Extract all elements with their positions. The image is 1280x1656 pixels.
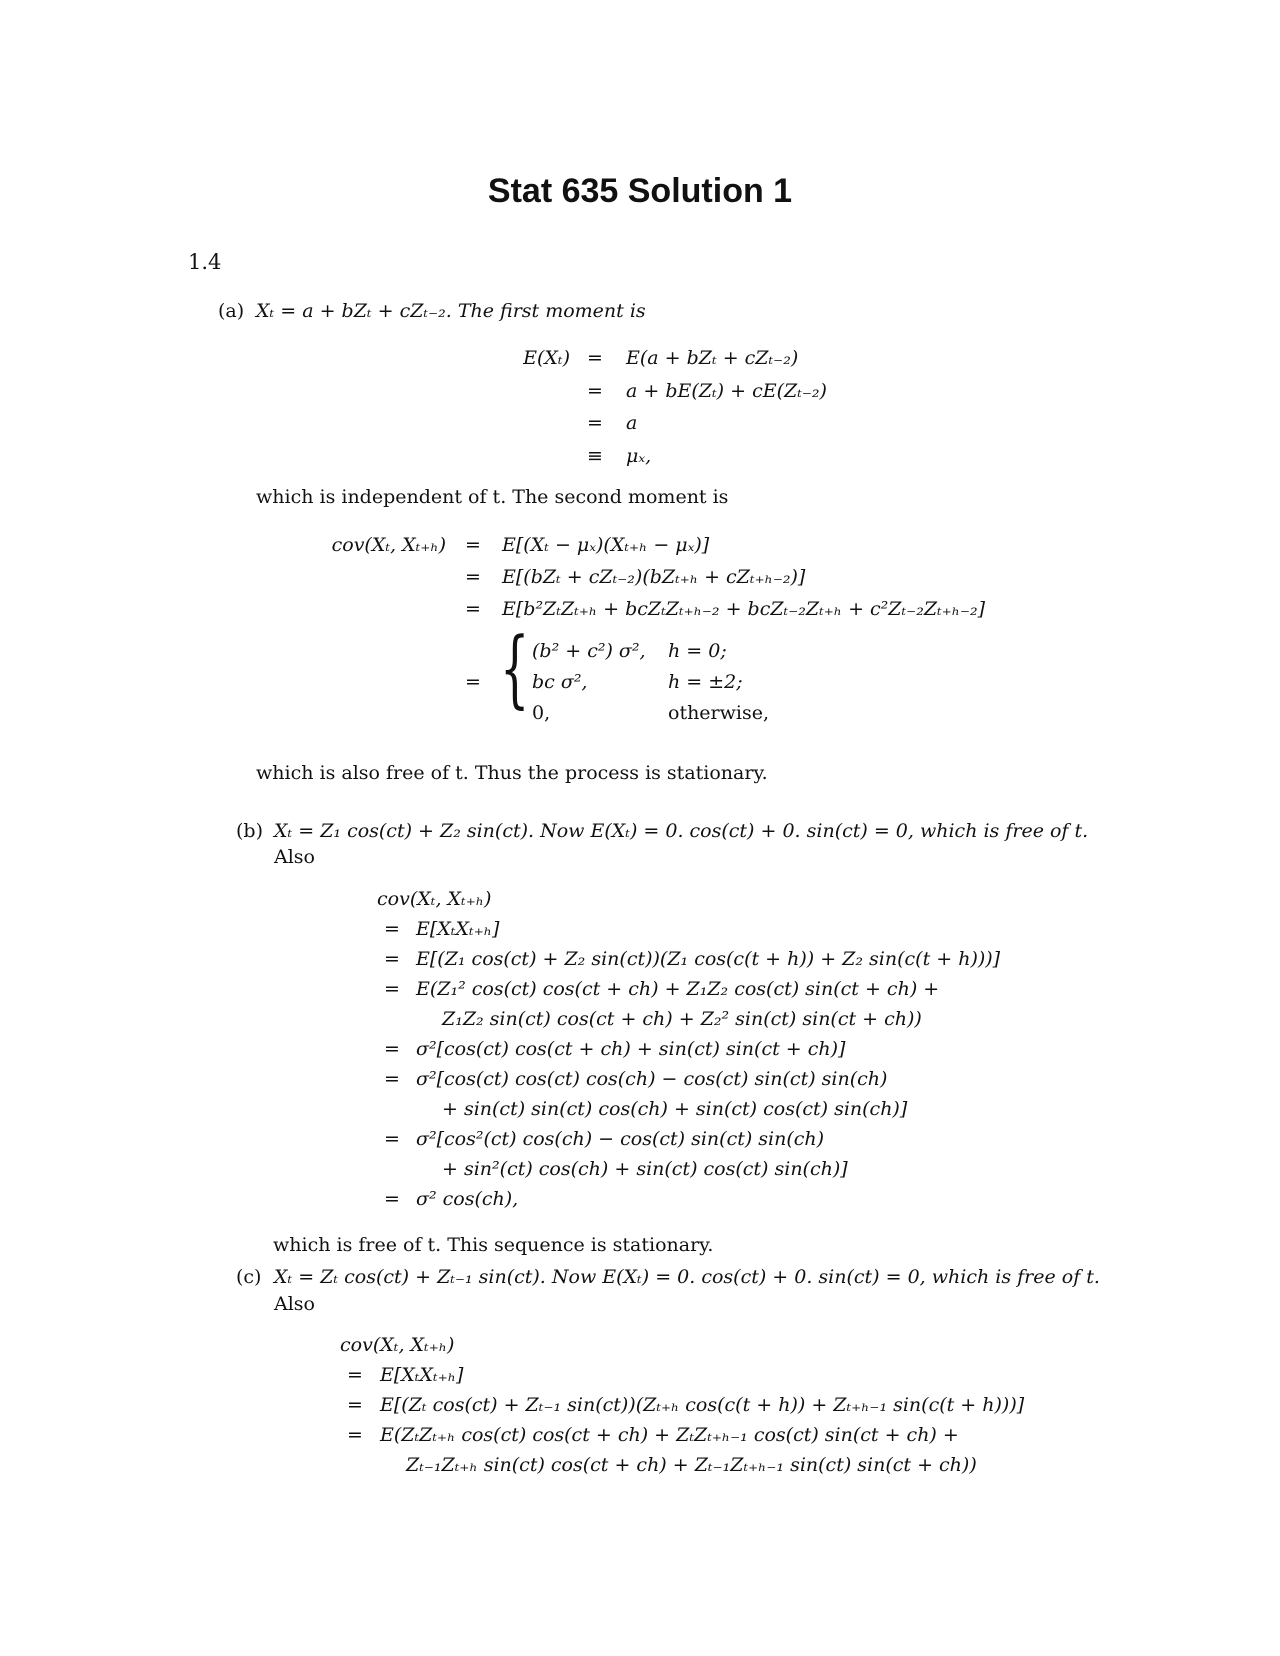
part-a-label: (a) <box>218 300 245 322</box>
case-1-cond: h = 0; <box>668 640 727 662</box>
cov-line-1: E[(Xₜ − μₓ)(Xₜ₊ₕ − μₓ)] <box>502 534 710 556</box>
part-b-line-4: Z₁Z₂ sin(ct) cos(ct + ch) + Z₂² sin(ct) sin(ct + ch)) <box>442 1008 922 1030</box>
part-b-also: Also <box>274 846 315 868</box>
mean-op-4: ≡ <box>587 445 603 467</box>
part-b-line-1: E[XₜXₜ₊ₕ] <box>416 918 500 940</box>
part-c-also: Also <box>274 1293 315 1315</box>
mean-line-1: E(a + bZₜ + cZₜ₋₂) <box>626 347 799 369</box>
mean-op-2: = <box>587 380 603 402</box>
part-a-intro: Xₜ = a + bZₜ + cZₜ₋₂. The first moment is <box>256 300 646 322</box>
part-c-op-3: = <box>347 1424 363 1446</box>
part-b-line-9: + sin²(ct) cos(ch) + sin(ct) cos(ct) sin(ch)] <box>442 1158 848 1180</box>
part-b-line-10: σ² cos(ch), <box>416 1188 519 1210</box>
part-b-op-5: = <box>384 1038 400 1060</box>
part-b-line-2: E[(Z₁ cos(ct) + Z₂ sin(ct))(Z₁ cos(c(t + h)) + Z₂ sin(c(t + h)))] <box>416 948 1001 970</box>
cov-op-4: = <box>465 671 481 693</box>
cases-brace: { <box>500 619 530 717</box>
part-b-op-2: = <box>384 948 400 970</box>
part-c-op-1: = <box>347 1364 363 1386</box>
part-b-label: (b) <box>236 820 263 842</box>
cov-lhs: cov(Xₜ, Xₜ₊ₕ) <box>331 534 446 556</box>
cov-line-3: E[b²ZₜZₜ₊ₕ + bcZₜZₜ₊ₕ₋₂ + bcZₜ₋₂Zₜ₊ₕ + c²Zₜ₋₂Zₜ₊ₕ₋₂] <box>502 598 986 620</box>
part-b-line-3: E(Z₁² cos(ct) cos(ct + ch) + Z₁Z₂ cos(ct) sin(ct + ch) + <box>416 978 940 1000</box>
part-c-label: (c) <box>236 1266 262 1288</box>
cov-op-2: = <box>465 566 481 588</box>
mean-line-4: μₓ, <box>626 445 652 467</box>
part-b-intro: Xₜ = Z₁ cos(ct) + Z₂ sin(ct). Now E(Xₜ) = 0. cos(ct) + 0. sin(ct) = 0, which is free of t. <box>274 820 1089 842</box>
section-number: 1.4 <box>188 250 222 274</box>
part-b-op-3: = <box>384 978 400 1000</box>
cov-op-1: = <box>465 534 481 556</box>
cov-line-2: E[(bZₜ + cZₜ₋₂)(bZₜ₊ₕ + cZₜ₊ₕ₋₂)] <box>502 566 806 588</box>
part-c-line-1: E[XₜXₜ₊ₕ] <box>380 1364 464 1386</box>
part-c-line-2: E[(Zₜ cos(ct) + Zₜ₋₁ sin(ct))(Zₜ₊ₕ cos(c(t + h)) + Zₜ₊ₕ₋₁ sin(c(t + h)))] <box>380 1394 1025 1416</box>
page-title: Stat 635 Solution 1 <box>487 172 793 210</box>
part-c-line-4: Zₜ₋₁Zₜ₊ₕ sin(ct) cos(ct + ch) + Zₜ₋₁Zₜ₊ₕ₋₁ sin(ct) sin(ct + ch)) <box>406 1454 977 1476</box>
part-c-line-3: E(ZₜZₜ₊ₕ cos(ct) cos(ct + ch) + ZₜZₜ₊ₕ₋₁ cos(ct) sin(ct + ch) + <box>380 1424 959 1446</box>
part-b-conclusion: which is free of t. This sequence is stationary. <box>273 1234 714 1256</box>
part-b-line-8: σ²[cos²(ct) cos(ch) − cos(ct) sin(ct) sin(ch) <box>416 1128 825 1150</box>
part-c-op-2: = <box>347 1394 363 1416</box>
part-a-conclusion: which is also free of t. Thus the process is stationary. <box>256 762 768 784</box>
mean-line-2: a + bE(Zₜ) + cE(Zₜ₋₂) <box>626 380 827 402</box>
part-c-cov-head: cov(Xₜ, Xₜ₊ₕ) <box>340 1334 455 1356</box>
part-b-line-5: σ²[cos(ct) cos(ct + ch) + sin(ct) sin(ct + ch)] <box>416 1038 846 1060</box>
case-1-value: (b² + c²) σ², <box>532 640 646 662</box>
part-c-intro: Xₜ = Zₜ cos(ct) + Zₜ₋₁ sin(ct). Now E(Xₜ) = 0. cos(ct) + 0. sin(ct) = 0, which is free of t. <box>274 1266 1100 1288</box>
case-3-cond: otherwise, <box>668 702 770 724</box>
part-b-op-1: = <box>384 918 400 940</box>
part-b-op-6: = <box>384 1068 400 1090</box>
part-b-line-7: + sin(ct) sin(ct) cos(ch) + sin(ct) cos(ct) sin(ch)] <box>442 1098 908 1120</box>
part-b-cov-head: cov(Xₜ, Xₜ₊ₕ) <box>377 888 492 910</box>
mean-op-1: = <box>587 347 603 369</box>
mean-op-3: = <box>587 412 603 434</box>
part-b-op-8: = <box>384 1128 400 1150</box>
part-b-op-10: = <box>384 1188 400 1210</box>
case-2-cond: h = ±2; <box>668 671 743 693</box>
part-a-mid-text: which is independent of t. The second moment is <box>256 486 729 508</box>
part-b-line-6: σ²[cos(ct) cos(ct) cos(ch) − cos(ct) sin(ct) sin(ch) <box>416 1068 888 1090</box>
mean-lhs: E(Xₜ) <box>523 347 570 369</box>
case-3-value: 0, <box>532 702 551 724</box>
mean-line-3: a <box>626 412 638 434</box>
case-2-value: bc σ², <box>532 671 588 693</box>
cov-op-3: = <box>465 598 481 620</box>
